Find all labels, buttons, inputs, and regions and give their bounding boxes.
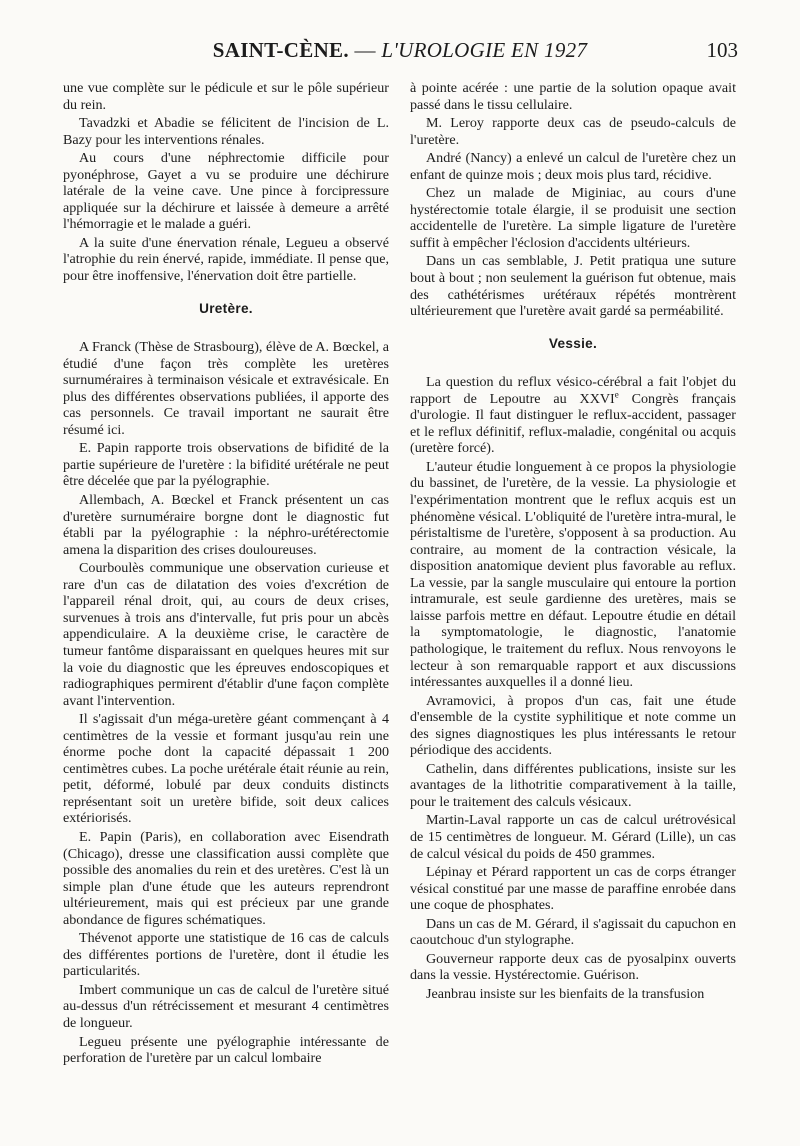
header-dash: — xyxy=(354,38,376,62)
paragraph: Jeanbrau insiste sur les bienfaits de la transfusion xyxy=(426,985,705,1002)
left-column xyxy=(63,80,389,1069)
header-title: L'UROLOGIE EN 1927 xyxy=(381,38,588,62)
paragraph: E. Papin rapporte trois observations de bifidité de la partie supérieure de l'uretère : la bifidité urétérale ne peut être décelée que par la pyélographie. xyxy=(63,440,389,490)
paragraph: Dans un cas semblable, J. Petit pratiqua une suture bout à bout ; non seulement la guérison fut obtenue, mais des cathétérismes urétéraux répétés montrèrent ultérieurement que l'uretère avait gardé sa perméabilité. xyxy=(410,253,736,320)
paragraph: Avramovici, à propos d'un cas, fait une étude d'ensemble de la cystite syphilitique et note comme un des signes diagnostiques les plus intéressants le retour périodique des accidents. xyxy=(410,692,736,759)
paragraph: une vue complète sur le pédicule et sur le pôle supérieur du rein. xyxy=(63,80,389,113)
section-heading-vessie: Vessie. xyxy=(548,335,598,351)
paragraph: A la suite d'une énervation rénale, Legueu a observé l'atrophie du rein énervé, rapide, immédiate. Il pense que, pour être inoffensive, l'énervation doit être partielle. xyxy=(63,234,389,285)
paragraph: Legueu présente une pyélographie intéressante de perforation de l'uretère par un calcul lombaire xyxy=(63,1033,389,1067)
paragraph: Au cours d'une néphrectomie difficile pour pyonéphrose, Gayet a vu se produire une déchirure latérale de la veine cave. Une pince à forcipressure appliquée sur la déchirure et laissée à demeure a arrêté l'hémorragie et le malade a guéri. xyxy=(63,150,389,233)
paragraph: Martin-Laval rapporte un cas de calcul urétrovésical de 15 centimètres de longueur. M. Gérard (Lille), un cas de calcul vésical du poids de 450 grammes. xyxy=(410,812,736,862)
running-header xyxy=(62,38,738,68)
paragraph: L'auteur étudie longuement à ce propos la physiologie du bassinet, de l'uretère, de la vessie. La physiologie et l'expérimentation montrent que le reflux acquis est un phénomène vésical. L'obliquité de l'uretère intra-mural, le péristaltisme de l'uretère, s'opposent à sa production. Au contraire, au moment de la contraction vésicale, la disposition anatomique devient plus favorable au reflux. La vessie, par la sangle musculaire qui entoure la portion intramurale, est seule gardienne des uretères, mais se laisse parfois mettre en défaut. Lepoutre étudie en détail la symptomatologie, le diagnostic, l'anatomie pathologique, le traitement du reflux. Nous renvoyons le lecteur à son remarquable rapport et aux discussions intéressantes auxquelles il a donné lieu. xyxy=(410,458,736,691)
paragraph-text: La question du reflux vésico-cérébral a fait l'objet du rapport de Lepoutre au XXVI xyxy=(410,374,736,407)
superscript: e xyxy=(614,389,619,400)
right-column xyxy=(410,80,736,1004)
paragraph: Imbert communique un cas de calcul de l'uretère situé au-dessus d'un rétrécissement et mesurant 4 centimètres de longueur. xyxy=(63,981,389,1031)
paragraph: Thévenot apporte une statistique de 16 cas de calculs des différentes portions de l'uretère, dont il étudie les particularités. xyxy=(63,930,389,980)
paragraph: M. Leroy rapporte deux cas de pseudo-calculs de l'uretère. xyxy=(410,115,736,148)
paragraph: A Franck (Thèse de Strasbourg), élève de A. Bœckel, a étudié d'une façon très complète les uretères surnuméraires à terminaison vésicale et extravésicale. En plus des différentes observations publiées, il apporte des cas personnels. Ce travail important ne saurait être résumé ici. xyxy=(63,339,389,438)
section-heading-uretere: Uretère. xyxy=(199,300,253,316)
header-author: SAINT-CÈNE. xyxy=(212,38,349,62)
paragraph: Tavadzki et Abadie se félicitent de l'incision de L. Bazy pour les interventions rénales. xyxy=(63,115,389,148)
paragraph: Il s'agissait d'un méga-uretère géant commençant à 4 centimètres de la vessie et formant jusqu'au rein une énorme poche dont la capacité dépassait 1 200 centimètres cubes. La poche urétérale était réunie au rein, petit, déformé, lobulé par deux conduits distincts représentant soit un uretère bifide, soit deux calices extériorisés. xyxy=(63,711,389,827)
paragraph: Lépinay et Pérard rapportent un cas de corps étranger vésical constitué par une masse de paraffine enrobée dans une coque de phosphates. xyxy=(410,864,736,914)
paragraph: Allembach, A. Bœckel et Franck présentent un cas d'uretère surnuméraire borgne dont le diagnostic fut établi par la pyélographie : la néphro-urétérectomie amena la disparition des crises douloureuses. xyxy=(63,492,389,558)
paragraph xyxy=(410,374,736,457)
paragraph-text: Congrès français d'urologie. Il faut distinguer le reflux-accident, passager et le reflux définitif, reflux-maladie, congénital ou acquis (uretère forcé). xyxy=(410,390,736,457)
paragraph: E. Papin (Paris), en collaboration avec Eisendrath (Chicago), dresse une classification aussi complète que possible des anomalies du rein et des uretères. C'est là un simple plan d'une étude que les auteurs reprendront ultérieurement, mais qui est précieux par une grande abondance de figures schématiques. xyxy=(63,828,389,928)
paragraph: Dans un cas de M. Gérard, il s'agissait du capuchon en caoutchouc d'un stylographe. xyxy=(410,915,736,949)
paragraph: Courboulès communique une observation curieuse et rare d'un cas de dilatation des voies d'excrétion de l'appareil rénal droit, qui, au cours de deux crises, survenues à trois ans d'intervalle, fut pris pour un abcès appendiculaire. A la deuxième crise, le caractère de tumeur fantôme disparaissant en quelques heures mit sur la voie du diagnostic que les épreuves endoscopiques et radiographiques permirent d'établir d'une façon complète avant l'intervention. xyxy=(63,560,389,709)
paragraph: Cathelin, dans différentes publications, insiste sur les avantages de la lithotritie comparativement à la taille, pour le traitement des calculs vésicaux. xyxy=(410,760,736,810)
running-title xyxy=(62,38,738,63)
paragraph: Chez un malade de Miginiac, au cours d'une hystérectomie totale élargie, il se produisit une section accidentelle de l'uretère. La simple ligature de l'uretère suffit à empêcher l'éclosion d'accidents ultérieurs. xyxy=(410,185,736,251)
paragraph: à pointe acérée : une partie de la solution opaque avait passé dans le tissu cellulaire. xyxy=(410,80,736,113)
page-number: 103 xyxy=(706,38,738,62)
paragraph: André (Nancy) a enlevé un calcul de l'uretère chez un enfant de quinze mois ; deux mois plus tard, récidive. xyxy=(410,150,736,183)
paragraph: Gouverneur rapporte deux cas de pyosalpinx ouverts dans la vessie. Hystérectomie. Guérison. xyxy=(410,950,736,984)
